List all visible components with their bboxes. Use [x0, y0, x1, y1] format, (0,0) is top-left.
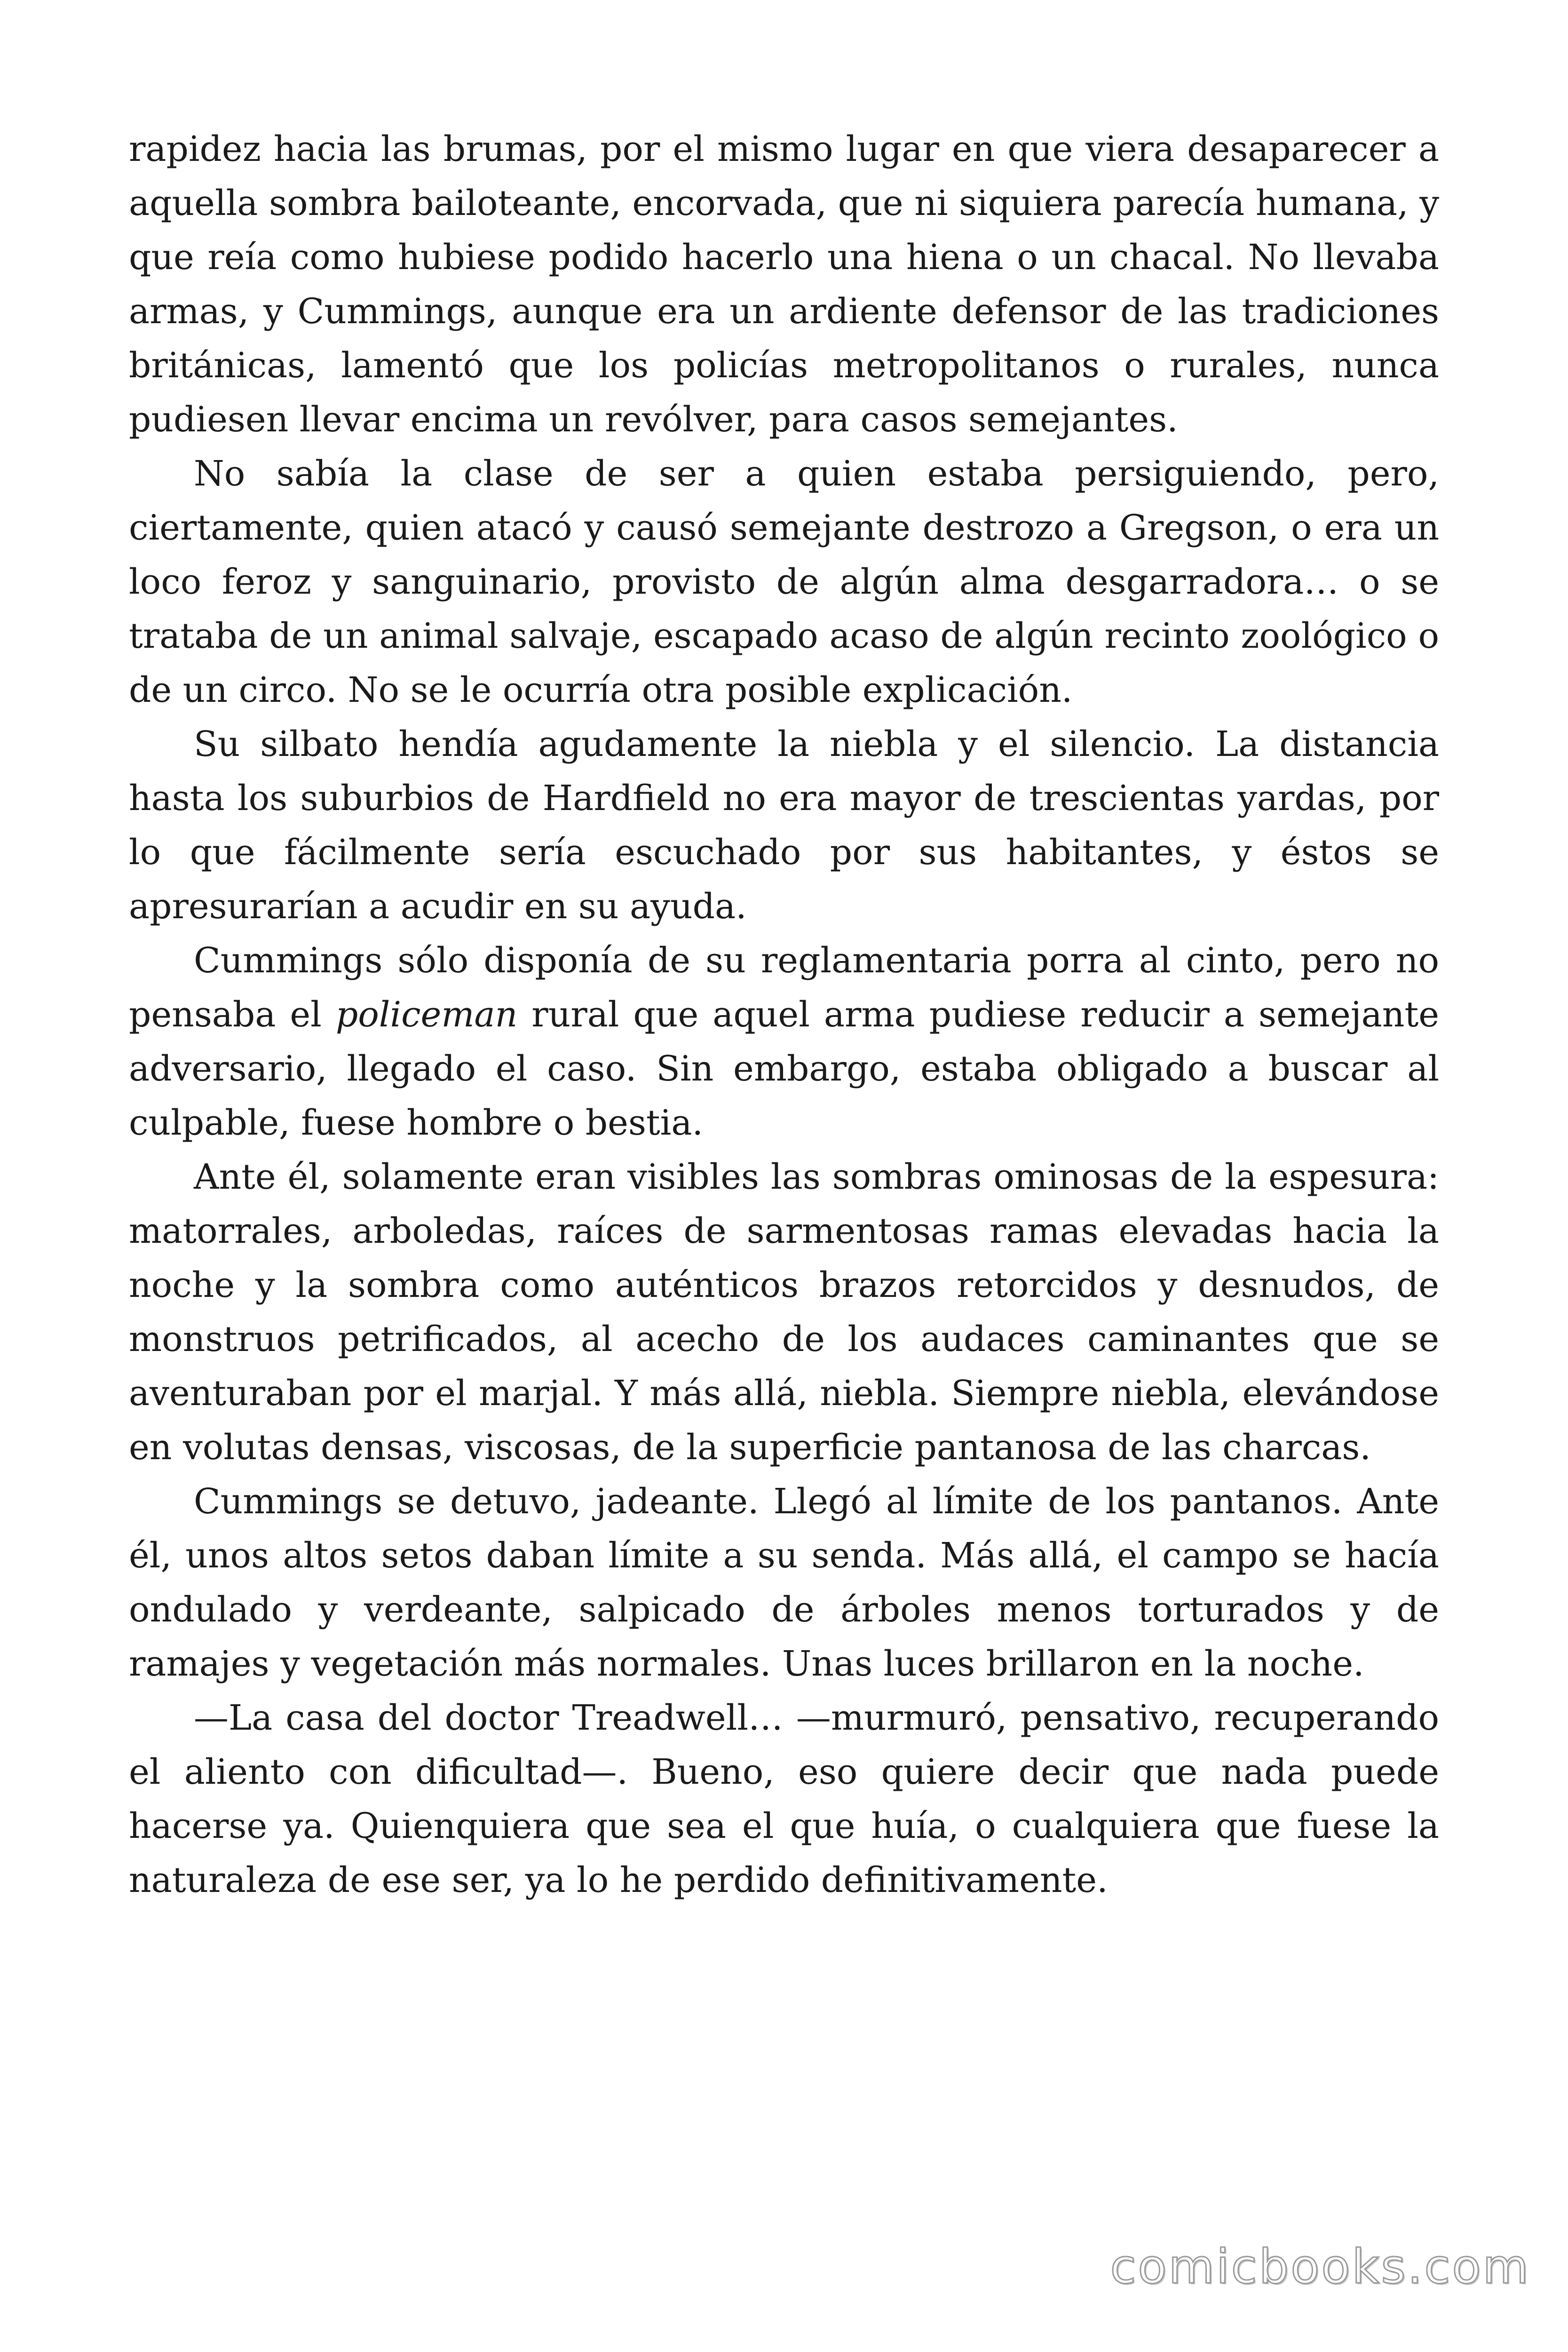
page-body — [129, 122, 1439, 1907]
text-run: —La casa del doctor Treadwell… —murmuró, pensativo, recuperando el aliento con dificultad—. Bueno, eso quiere decir que nada puede hacerse ya. Quienquiera que sea el que huía, o cualquiera que fuese la naturaleza de ese ser, ya lo he perdido definitivamente. — [129, 1698, 1439, 1900]
text-run: Su silbato hendía agudamente la niebla y el silencio. La distancia hasta los suburbios de Hardfield no era mayor de trescientas yardas, por lo que fácilmente sería escuchado por sus habitantes, y éstos se apresurarían a acudir en su ayuda. — [129, 724, 1439, 927]
paragraph — [129, 1150, 1439, 1475]
paragraph — [129, 934, 1439, 1150]
text-run: Ante él, solamente eran visibles las sombras ominosas de la espesura: matorrales, arboledas, raíces de sarmentosas ramas elevadas hacia la noche y la sombra como auténticos brazos retorcidos y desnudos, de monstruos petrificados, al acecho de los audaces caminantes que se aventuraban por el marjal. Y más allá, niebla. Siempre niebla, elevándose en volutas densas, viscosas, de la superficie pantanosa de las charcas. — [129, 1157, 1439, 1468]
text-run: Cummings sólo disponía de su reglamentaria porra al cinto, pero no pensaba el — [129, 940, 1439, 1035]
text-run: Cummings se detuvo, jadeante. Llegó al límite de los pantanos. Ante él, unos altos setos daban límite a su senda. Más allá, el campo se hacía ondulado y verdeante, salpicado de árboles menos torturados y de ramajes y vegetación más normales. Unas luces brillaron en la noche. — [129, 1481, 1439, 1684]
text-run: rural que aquel arma pudiese reducir a semejante adversario, llegado el caso. Sin embargo, estaba obligado a buscar al culpable, fuese hombre o bestia. — [129, 994, 1439, 1143]
paragraph — [129, 447, 1439, 717]
paragraph — [129, 1475, 1439, 1691]
paragraph — [129, 1691, 1439, 1907]
text-run: No sabía la clase de ser a quien estaba persiguiendo, pero, ciertamente, quien atacó y causó semejante destrozo a Gregson, o era un loco feroz y sanguinario, provisto de algún alma desgarradora… o se trataba de un animal salvaje, escapado acaso de algún recinto zoológico o de un circo. No se le ocurría otra posible explicación. — [129, 453, 1439, 710]
paragraph — [129, 717, 1439, 934]
watermark: comicbooks.com — [1110, 2239, 1530, 2294]
paragraph — [129, 122, 1439, 447]
italic-text: policeman — [335, 994, 518, 1035]
text-run: rapidez hacia las brumas, por el mismo lugar en que viera desaparecer a aquella sombra bailoteante, encorvada, que ni siquiera parecía humana, y que reía como hubiese podido hacerlo una hiena o un chacal. No llevaba armas, y Cummings, aunque era un ardiente defensor de las tradiciones británicas, lamentó que los policías metropolitanos o rurales, nunca pudiesen llevar encima un revólver, para casos semejantes. — [129, 129, 1439, 440]
